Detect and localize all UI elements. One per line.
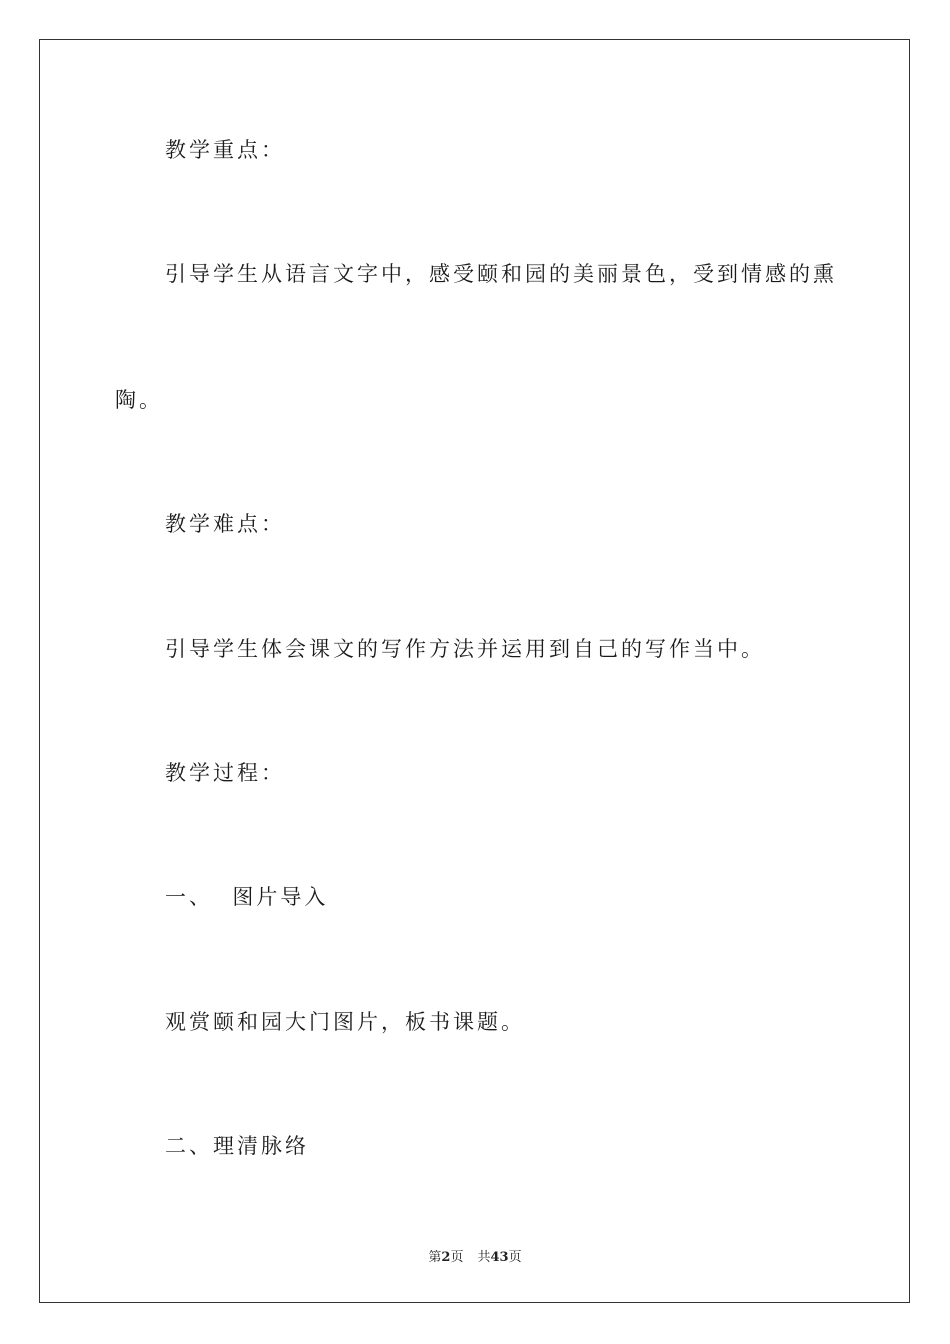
page-border — [39, 39, 910, 1303]
footer-page-prefix: 第 — [428, 1250, 442, 1265]
paragraph-focus-text: 引导学生从语言文字中，感受颐和园的美丽景色，受到情感的熏 — [165, 262, 837, 286]
heading-teaching-process: 教学过程： — [165, 761, 285, 785]
heading-teaching-difficulty: 教学难点： — [165, 512, 285, 536]
footer-page-number: 2 — [441, 1250, 451, 1265]
heading-teaching-focus: 教学重点： — [165, 138, 285, 162]
footer-total-prefix: 共 — [477, 1250, 491, 1265]
section-one-heading: 一、 图片导入 — [165, 885, 329, 909]
footer-total-pages: 43 — [490, 1250, 509, 1265]
section-two-heading: 二、理清脉络 — [165, 1134, 309, 1158]
section-one-text: 观赏颐和园大门图片，板书课题。 — [165, 1010, 525, 1034]
paragraph-focus-text-continued: 陶。 — [115, 388, 163, 412]
paragraph-difficulty-text: 引导学生体会课文的写作方法并运用到自己的写作当中。 — [165, 637, 765, 661]
page-footer — [0, 1246, 950, 1265]
footer-page-suffix: 页 — [450, 1250, 464, 1265]
footer-total-suffix: 页 — [508, 1250, 522, 1265]
